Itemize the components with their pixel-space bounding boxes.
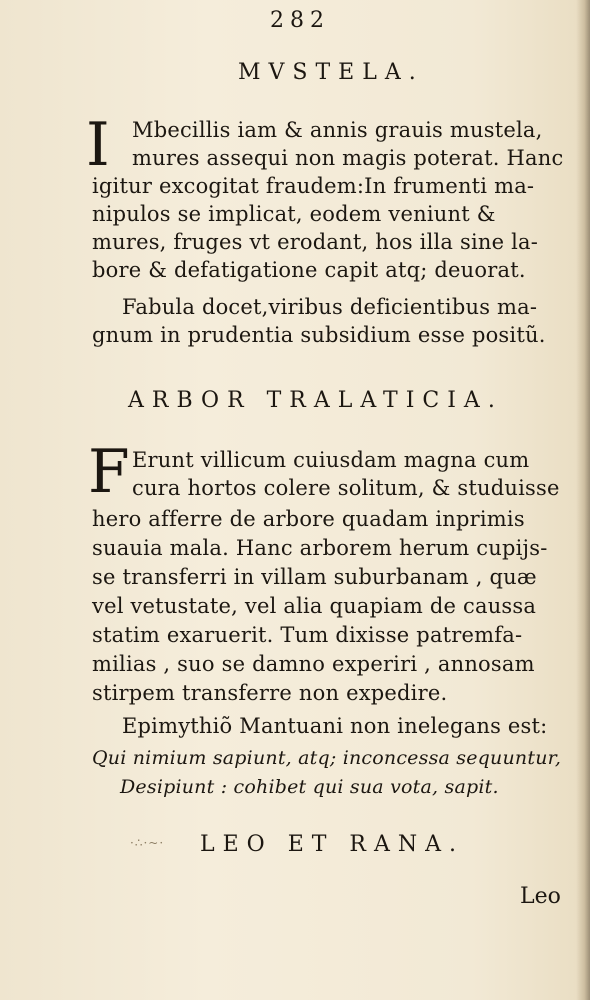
fable-title-arbor: ARBOR TRALATICIA. (128, 388, 503, 413)
text-line: mures, fruges vt erodant, hos illa sine la- (92, 230, 539, 254)
text-line: suauia mala. Hanc arborem herum cupijs- (92, 536, 548, 560)
text-line: stirpem transferre non expedire. (92, 681, 448, 705)
text-line: milias , suo se damno experiri , annosam (92, 652, 535, 676)
text-line: Mbecillis iam & annis grauis mustela, (132, 118, 543, 142)
text-line: hero afferre de arbore quadam inprimis (92, 507, 525, 531)
text-line: mures assequi non magis poterat. Hanc (132, 146, 564, 170)
moral-line: Fabula docet,viribus deficientibus ma- (122, 295, 538, 319)
printer-ornament-mark: ·∴·~· (130, 836, 165, 850)
text-line: cura hortos colere solitum, & studuisse (132, 476, 560, 500)
text-line: se transferri in villam suburbanam , quæ (92, 565, 537, 589)
text-line: Erunt villicum cuiusdam magna cum (132, 448, 530, 472)
fable-title-mustela: MVSTELA. (238, 60, 424, 85)
text-line: statim exaruerit. Tum dixisse patremfa- (92, 623, 523, 647)
catchword: Leo (520, 884, 561, 909)
text-line: Epimythiõ Mantuani non inelegans est: (122, 714, 548, 738)
drop-capital: I (86, 110, 110, 180)
moral-line: gnum in prudentia subsidium esse positũ. (92, 323, 546, 347)
text-line: igitur excogitat fraudem:In frumenti ma- (92, 174, 535, 198)
drop-capital: F (88, 437, 130, 507)
fable-title-leo: LEO ET RANA. (200, 832, 465, 857)
page-edge-shadow (576, 0, 590, 1000)
text-line: bore & defatigatione capit atq; deuorat. (92, 258, 526, 282)
page-number: 282 (270, 8, 330, 33)
text-line: nipulos se implicat, eodem veniunt & (92, 202, 496, 226)
text-line: vel vetustate, vel alia quapiam de caussa (92, 594, 537, 618)
verse-line: Desipiunt : cohibet qui sua vota, sapit. (120, 776, 499, 798)
verse-line: Qui nimium sapiunt, atq; inconcessa sequuntur, (92, 747, 562, 769)
